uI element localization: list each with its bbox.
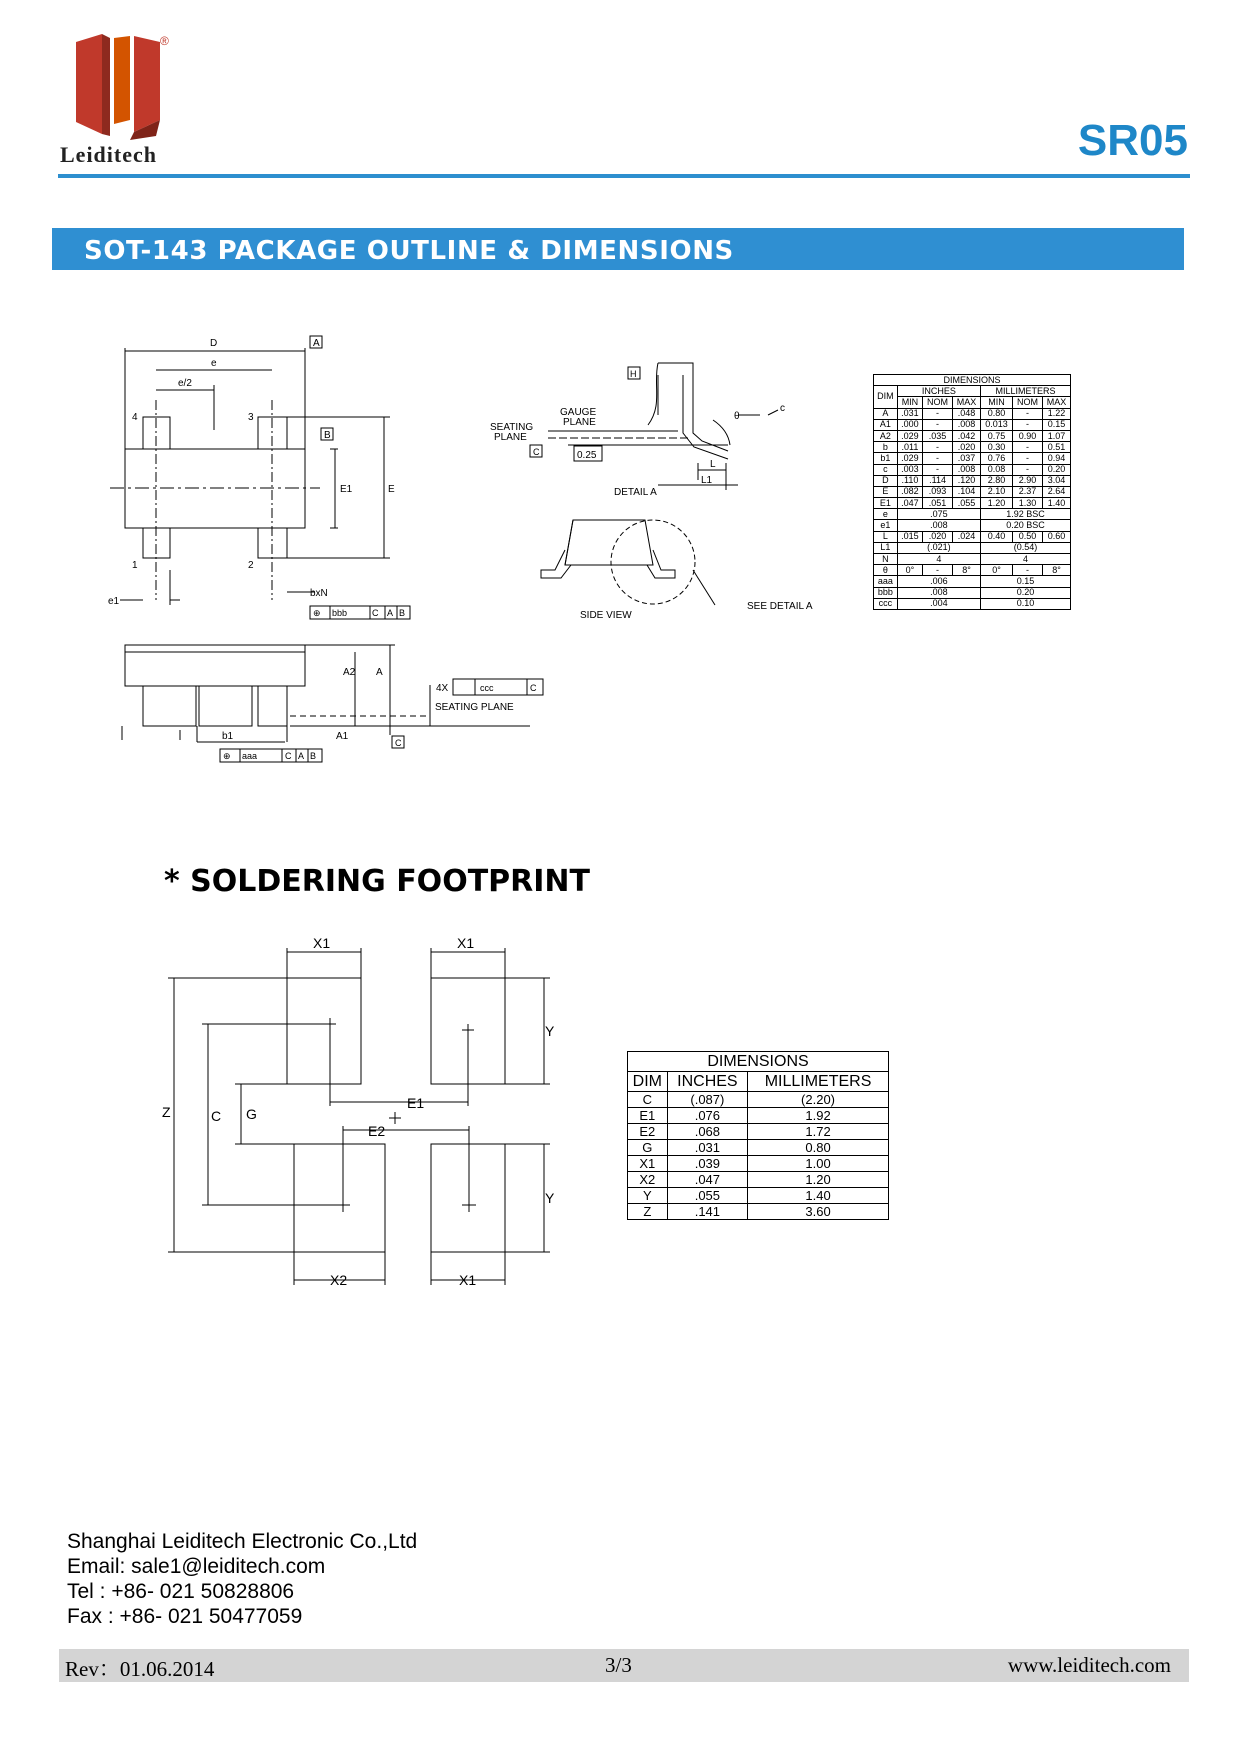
table-cell: .047: [897, 498, 922, 509]
table-cell: 2.64: [1042, 486, 1070, 497]
col-header: MILLIMETERS: [748, 1072, 889, 1092]
table-row: [874, 498, 1071, 509]
table-cell: 2.10: [980, 486, 1012, 497]
header-rule: [58, 174, 1190, 178]
revision: Rev：01.06.2014: [65, 1657, 215, 1681]
table-row: [628, 1204, 889, 1220]
footprint-label: E2: [368, 1123, 386, 1139]
svg-text:3: 3: [248, 412, 254, 423]
table-cell: .039: [667, 1156, 747, 1172]
footprint-label: Y: [545, 1190, 555, 1206]
section-title: SOT-143 PACKAGE OUTLINE & DIMENSIONS: [84, 236, 734, 266]
table-cell: 3.04: [1042, 475, 1070, 486]
footprint-label: X1: [313, 935, 331, 951]
table-cell: 0.76: [980, 453, 1012, 464]
table-cell: .076: [667, 1108, 747, 1124]
table-cell: .042: [953, 430, 981, 441]
table-cell: .110: [897, 475, 922, 486]
table-cell: .068: [667, 1124, 747, 1140]
footprint-label: Y: [545, 1023, 555, 1039]
svg-text:4X: 4X: [436, 683, 449, 694]
table-cell: 0°: [897, 565, 922, 576]
table-cell: 1.07: [1042, 430, 1070, 441]
table-cell: -: [1013, 464, 1043, 475]
svg-text:e1: e1: [108, 596, 120, 607]
table-cell: 1.30: [1013, 498, 1043, 509]
table-row: [874, 486, 1071, 497]
table-row: [874, 542, 1071, 553]
table-cell: .048: [953, 408, 981, 419]
table-cell: .031: [897, 408, 922, 419]
table-cell: -: [923, 408, 953, 419]
table-cell: -: [1013, 419, 1043, 430]
table-cell: .006: [897, 576, 980, 587]
table-cell: 8°: [953, 565, 981, 576]
footprint-dimensions-table: [627, 1051, 889, 1220]
table-cell: E: [874, 486, 898, 497]
table-row: [874, 408, 1071, 419]
table-cell: 0.15: [1042, 419, 1070, 430]
svg-text:SEATING: SEATING: [490, 422, 534, 433]
brand-name: Leiditech: [60, 142, 157, 167]
table-row: [874, 520, 1071, 531]
table-cell: .029: [897, 453, 922, 464]
table-row: [874, 419, 1071, 430]
table-cell: .035: [923, 430, 953, 441]
table-cell: -: [1013, 453, 1043, 464]
svg-text:A1: A1: [336, 731, 349, 742]
table-cell: L: [874, 531, 898, 542]
table-cell: c: [874, 464, 898, 475]
footprint-label: X2: [330, 1272, 348, 1288]
svg-text:SEATING PLANE: SEATING PLANE: [435, 702, 514, 713]
table-cell: -: [1013, 442, 1043, 453]
table-cell: 0°: [980, 565, 1012, 576]
table-cell: Z: [628, 1204, 668, 1220]
table-row: [628, 1172, 889, 1188]
footprint-label: E1: [407, 1095, 425, 1111]
svg-text:C: C: [395, 738, 402, 748]
table-cell: 0.80: [980, 408, 1012, 419]
table-cell: (.021): [897, 542, 980, 553]
table-cell: 1.22: [1042, 408, 1070, 419]
svg-text:C: C: [530, 683, 537, 693]
table-cell: .047: [667, 1172, 747, 1188]
page-footer: [59, 1649, 1189, 1682]
table-cell: .000: [897, 419, 922, 430]
table-row: [874, 565, 1071, 576]
table-cell: -: [923, 565, 953, 576]
table-cell: .037: [953, 453, 981, 464]
svg-text:SEE DETAIL A: SEE DETAIL A: [747, 601, 813, 612]
footprint-label: Z: [162, 1104, 171, 1120]
svg-text:c: c: [780, 403, 785, 414]
table-cell: 0.10: [980, 598, 1070, 609]
table-row: [628, 1156, 889, 1172]
footprint-label: G: [246, 1106, 257, 1122]
table-cell: 0.20 BSC: [980, 520, 1070, 531]
sub-header: MAX: [953, 397, 981, 408]
table-cell: .020: [923, 531, 953, 542]
table-cell: 0.80: [748, 1140, 889, 1156]
table-row: [628, 1140, 889, 1156]
table-cell: 2.80: [980, 475, 1012, 486]
table-cell: 0.20: [980, 587, 1070, 598]
table-cell: 1.40: [748, 1188, 889, 1204]
table-cell: E2: [628, 1124, 668, 1140]
table-cell: -: [923, 453, 953, 464]
table-cell: .003: [897, 464, 922, 475]
table-cell: 0.08: [980, 464, 1012, 475]
table-cell: A: [874, 408, 898, 419]
svg-text:bxN: bxN: [310, 588, 328, 599]
table-row: [874, 464, 1071, 475]
table-cell: X2: [628, 1172, 668, 1188]
table-row: [628, 1108, 889, 1124]
table-cell: 4: [980, 554, 1070, 565]
table-cell: .015: [897, 531, 922, 542]
table-cell: 1.20: [748, 1172, 889, 1188]
svg-text:0.25: 0.25: [577, 450, 597, 461]
svg-text:1: 1: [132, 560, 138, 571]
contact-block: [67, 1529, 417, 1629]
svg-text:A: A: [387, 608, 394, 618]
table-cell: D: [874, 475, 898, 486]
table-cell: 0.60: [1042, 531, 1070, 542]
svg-text:PLANE: PLANE: [563, 417, 596, 428]
table-cell: E1: [874, 498, 898, 509]
inches-header: INCHES: [897, 386, 980, 397]
table-cell: 1.40: [1042, 498, 1070, 509]
table-cell: e1: [874, 520, 898, 531]
table-cell: .104: [953, 486, 981, 497]
table-cell: 2.90: [1013, 475, 1043, 486]
company-name: Shanghai Leiditech Electronic Co.,Ltd: [67, 1530, 418, 1553]
table-row: [628, 1124, 889, 1140]
table-cell: 0.90: [1013, 430, 1043, 441]
table-cell: 8°: [1042, 565, 1070, 576]
table-cell: .020: [953, 442, 981, 453]
table-title: DIMENSIONS: [628, 1052, 889, 1072]
table-cell: .029: [897, 430, 922, 441]
svg-text:A: A: [313, 338, 320, 349]
table-cell: -: [923, 442, 953, 453]
table-cell: θ: [874, 565, 898, 576]
svg-text:θ: θ: [734, 411, 740, 422]
table-cell: .008: [953, 419, 981, 430]
svg-text:ccc: ccc: [480, 683, 494, 693]
svg-text:SIDE VIEW: SIDE VIEW: [580, 610, 632, 621]
table-cell: 0.51: [1042, 442, 1070, 453]
col-header: INCHES: [667, 1072, 747, 1092]
sub-header: NOM: [923, 397, 953, 408]
svg-text:GAUGE: GAUGE: [560, 407, 597, 418]
table-row: [874, 442, 1071, 453]
table-cell: ccc: [874, 598, 898, 609]
table-cell: 0.013: [980, 419, 1012, 430]
svg-text:⊕: ⊕: [313, 608, 321, 618]
website-link[interactable]: www.leiditech.com: [1007, 1653, 1171, 1677]
svg-text:⊕: ⊕: [223, 751, 231, 761]
table-cell: e: [874, 509, 898, 520]
svg-text:H: H: [630, 369, 637, 379]
table-row: [874, 509, 1071, 520]
package-top-view-drawing: [100, 330, 460, 630]
mm-header: MILLIMETERS: [980, 386, 1070, 397]
table-cell: (.087): [667, 1092, 747, 1108]
table-cell: 0.20: [1042, 464, 1070, 475]
svg-text:DETAIL A: DETAIL A: [614, 487, 657, 498]
email-line: Email: sale1@leiditech.com: [67, 1555, 326, 1578]
footprint-label: X1: [457, 935, 475, 951]
table-cell: .141: [667, 1204, 747, 1220]
svg-text:B: B: [324, 430, 331, 441]
table-cell: 2.37: [1013, 486, 1043, 497]
svg-text:E: E: [388, 484, 395, 495]
sub-header: MIN: [897, 397, 922, 408]
table-cell: .055: [953, 498, 981, 509]
package-side-view-drawing: [100, 630, 550, 770]
table-cell: aaa: [874, 576, 898, 587]
table-row: [874, 554, 1071, 565]
tel-line: Tel : +86- 021 50828806: [67, 1580, 295, 1603]
section-title-bar: [52, 228, 1184, 270]
table-cell: .114: [923, 475, 953, 486]
table-cell: A1: [874, 419, 898, 430]
package-dimensions-table: [873, 374, 1071, 610]
svg-text:C: C: [372, 608, 379, 618]
table-cell: .055: [667, 1188, 747, 1204]
svg-text:B: B: [310, 751, 317, 761]
dim-header: DIM: [874, 386, 898, 408]
svg-text:A2: A2: [343, 667, 356, 678]
table-row: [628, 1092, 889, 1108]
table-cell: .004: [897, 598, 980, 609]
table-cell: N: [874, 554, 898, 565]
svg-text:b1: b1: [222, 731, 234, 742]
svg-text:C: C: [285, 751, 292, 761]
svg-text:bbb: bbb: [332, 608, 348, 618]
table-cell: 0.15: [980, 576, 1070, 587]
table-cell: .051: [923, 498, 953, 509]
table-cell: 1.92 BSC: [980, 509, 1070, 520]
table-cell: .024: [953, 531, 981, 542]
sub-header: NOM: [1013, 397, 1043, 408]
table-cell: 0.50: [1013, 531, 1043, 542]
table-cell: (2.20): [748, 1092, 889, 1108]
table-cell: .008: [897, 587, 980, 598]
table-row: [874, 453, 1071, 464]
table-title: DIMENSIONS: [874, 375, 1071, 386]
registered-mark: ®: [160, 34, 169, 48]
table-cell: -: [1013, 408, 1043, 419]
table-cell: C: [628, 1092, 668, 1108]
svg-text:E1: E1: [340, 484, 353, 495]
svg-text:A: A: [376, 667, 383, 678]
footprint-title: * SOLDERING FOOTPRINT: [164, 864, 590, 899]
table-cell: G: [628, 1140, 668, 1156]
table-row: [874, 587, 1071, 598]
table-cell: 3.60: [748, 1204, 889, 1220]
table-cell: 1.72: [748, 1124, 889, 1140]
svg-text:aaa: aaa: [242, 751, 258, 761]
table-cell: -: [923, 419, 953, 430]
table-row: [874, 598, 1071, 609]
table-cell: 0.94: [1042, 453, 1070, 464]
side-view-drawing: [535, 510, 835, 630]
table-cell: 4: [897, 554, 980, 565]
table-cell: .120: [953, 475, 981, 486]
footprint-table-body: [628, 1092, 889, 1220]
svg-text:e: e: [211, 358, 217, 369]
table-row: [874, 475, 1071, 486]
svg-text:L: L: [710, 459, 716, 470]
svg-text:L1: L1: [701, 475, 713, 486]
table-cell: .011: [897, 442, 922, 453]
sub-header: MAX: [1042, 397, 1070, 408]
table-cell: -: [923, 464, 953, 475]
table-cell: 0.75: [980, 430, 1012, 441]
table-cell: X1: [628, 1156, 668, 1172]
sub-header: MIN: [980, 397, 1012, 408]
table-cell: E1: [628, 1108, 668, 1124]
table-row: [874, 531, 1071, 542]
table-cell: (0.54): [980, 542, 1070, 553]
table-cell: 0.30: [980, 442, 1012, 453]
table-cell: A2: [874, 430, 898, 441]
table-cell: 1.92: [748, 1108, 889, 1124]
table-cell: Y: [628, 1188, 668, 1204]
svg-text:4: 4: [132, 412, 138, 423]
svg-text:e/2: e/2: [178, 378, 192, 389]
detail-a-drawing: [488, 355, 828, 515]
table-cell: .093: [923, 486, 953, 497]
table-cell: .008: [953, 464, 981, 475]
table-cell: 1.20: [980, 498, 1012, 509]
table-cell: .031: [667, 1140, 747, 1156]
table-cell: bbb: [874, 587, 898, 598]
table-cell: L1: [874, 542, 898, 553]
svg-text:B: B: [399, 608, 406, 618]
table-cell: .082: [897, 486, 922, 497]
package-table-body: [874, 408, 1071, 609]
table-row: [874, 430, 1071, 441]
table-cell: b1: [874, 453, 898, 464]
fax-line: Fax : +86- 021 50477059: [67, 1605, 303, 1628]
col-header: DIM: [628, 1072, 668, 1092]
table-row: [628, 1188, 889, 1204]
footprint-label: C: [211, 1108, 222, 1124]
page-number: 3/3: [605, 1653, 632, 1677]
part-number-title: SR05: [1077, 116, 1188, 165]
svg-text:2: 2: [248, 560, 254, 571]
svg-text:D: D: [210, 338, 218, 349]
svg-text:C: C: [533, 447, 540, 457]
table-cell: .075: [897, 509, 980, 520]
svg-text:A: A: [298, 751, 305, 761]
table-cell: -: [1013, 565, 1043, 576]
table-cell: 1.00: [748, 1156, 889, 1172]
table-cell: .008: [897, 520, 980, 531]
svg-text:PLANE: PLANE: [494, 432, 527, 443]
footprint-label: X1: [459, 1272, 477, 1288]
table-cell: 0.40: [980, 531, 1012, 542]
soldering-footprint-drawing: [160, 930, 580, 1300]
table-cell: b: [874, 442, 898, 453]
table-row: [874, 576, 1071, 587]
